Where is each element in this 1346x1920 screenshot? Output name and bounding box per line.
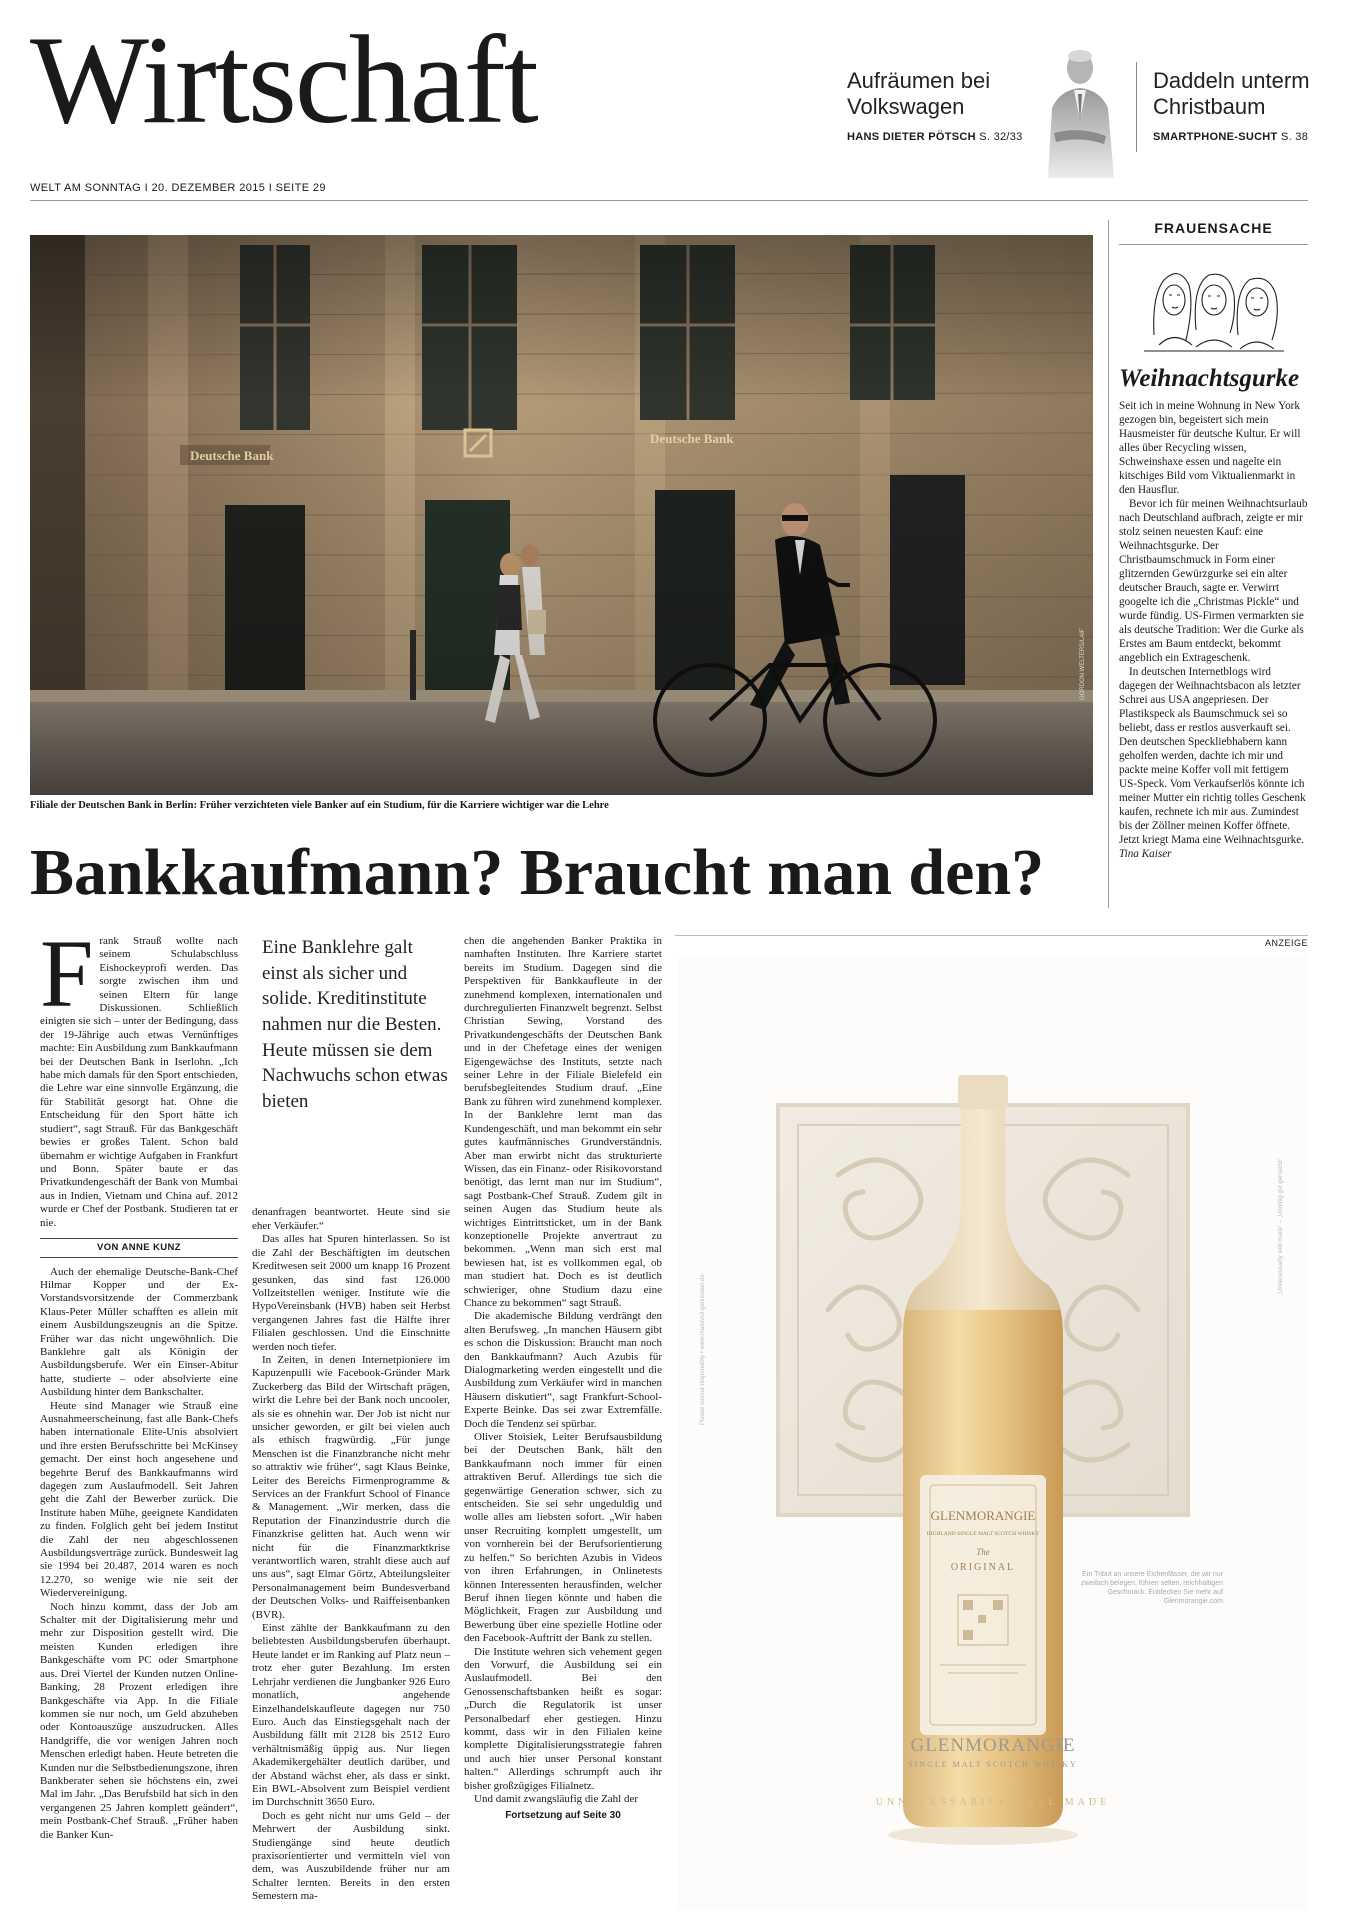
masthead-rule (30, 200, 1308, 201)
photo-credit: GORDON WELTERS/LAIF (1080, 628, 1086, 700)
article-paragraph: chen die angehenden Banker Praktika in namhaften Instituten. Ihre Karriere startet bereits im Studium. Dagegen sind die Perspektiven für Bankkaufleute in der zunehmend komplexen, internationalen und durchregulierten Finanzwelt begrenzt. Selbst Christian Sewing, Vorstand des Privatkundengeschäfts der Deutschen Bank und in der Chefetage eines der wenigen Eigengewächse des Instituts, setzte nach seiner Lehre in der Filiale Bielefeld ein berufsbegleitendes Studium drauf. „Eine Bank zu führen wird zunehmend komplexer. In der Banklehre lernt man das Kundengeschäft, und man bekommt ein sehr gutes kaufmännisches Grundverständnis. Aber man erwirbt nicht das strukturierte Wissen, das ein Finanz- oder Risikovorstand benötigt, das lernt man nur im Studium“, sagt Postbank-Chef Strauß. Zudem gilt in seinen Augen das Studium heute als wichtiges Eintrittsticket, um in der Bank konzeptionelle Projekte anvertraut zu bekommen. „Wenn man sich erst mal bewiesen hat, ist es vollkommen egal, ob man studiert hat. Doch es ist deutlich schwieriger, ohne Studium dazu eine Chance zu bekommen“ sagt Strauß. (464, 935, 662, 1309)
svg-text:The: The (976, 1547, 990, 1557)
article-column-2 (252, 935, 450, 1904)
article-paragraph: Und damit zwangsläufig die Zahl der (474, 1793, 639, 1805)
intro-paragraph (40, 920, 238, 1230)
sidebar-paragraph (1119, 665, 1308, 861)
bank-facade-illustration (30, 235, 1093, 795)
svg-text:HIGHLAND SINGLE MALT SCOTCH WH: HIGHLAND SINGLE MALT SCOTCH WHISKY (926, 1531, 1040, 1537)
article-paragraph: Doch es geht nicht nur ums Geld – der Mehrwert der Ausbildung sinkt. Studiengänge sind heute deutlich praxisorientierter und vermitteln viel von dem, was Auszubildende früher nur am Schalter lernten. Bereits in den ersten Semestern ma- (252, 1809, 450, 1903)
teaser-headline: Daddeln unterm Christbaum (1153, 68, 1310, 120)
article-body (40, 920, 665, 1910)
article-paragraph: Auch der ehemalige Deutsche-Bank-Chef Hilmar Kopper und der Ex-Vorstandsvorsitzende der Commerzbank Klaus-Peter Müller schafften es allein mit einem Ausbildungszeugnis an die Spitze. Früher war das nicht ungewöhnlich. Die Banklehre galt als Königin der Ausbildungsberufe. Wer ein Einser-Abitur hatte, studierte – oder absolvierte eine Ausbildung hinter dem Bankschalter. (40, 1265, 238, 1399)
byline: VON ANNE KUNZ (40, 1238, 238, 1258)
section-title: Wirtschaft (30, 11, 537, 150)
article-paragraph: Oliver Stoisiek, Leiter Berufsausbildung bei der Deutschen Bank, hält den Bankkaufmann noch immer für einen attraktiven Beruf. Allerdings tue sich die gegenwärtige Generation schwer, sich zu entscheiden. Sie sei sehr ungeduldig und wolle alles am liebsten sofort. „Wir haben unser Recruiting komplett umgestellt, um von vornherein bei der Berufsorientierung zu helfen.“ So berichten Azubis in Videos von ihren Erfahrungen, in Onlinetests können Interessenten herausfinden, welcher Beruf ihnen liegen könnte und haben die Möglichkeit, Fragen zur Ausbildung und Bewerbung über eine spezielle Hotline oder den Facebook-Auftritt der Bank zu stellen. (464, 1431, 662, 1645)
article-paragraph: Die akademische Bildung verdrängt den alten Berufsweg. „In manchen Häusern gibt es schon die Diskussion: Braucht man noch den Bankkaufmann? Auch Azubis für Dialogmarketing werden eingestellt und die Ausbildung zum Verkäufer wird in manchen Häusern diskutiert“, sagt Frankfurt-School-Experte Beinke. Das sei zwar Extremfälle. Doch die Tendenz sei spürbar. (464, 1310, 662, 1430)
sidebar-paragraph: Seit ich in meine Wohnung in New York gezogen bin, begeistert sich mein Hausmeister für deutsche Kultur. Er will alles über Recycling wissen, Schweinshaxe essen und nagelte ein kitschiges Bild vom Viktualienmarkt in den Hausflur. (1119, 400, 1301, 496)
article-paragraph: Einst zählte der Bankkaufmann zu den beliebtesten Ausbildungsberufen überhaupt. Heute landet er im Ranking auf Platz neun – trotz eher guter Bezahlung. Im ersten Lehrjahr verdienen die Jungbanker 926 Euro monatlich, angehende Einzelhandelskaufleute dagegen nur 750 Euro. Auch das Einstiegsgehalt nach der Ausbildung fällt mit 2128 bis 2512 Euro verhältnismäßig üppig aus. Nur liegen Akademikergehälter deutlich darüber, und der Abstand wächst eher, als dass er sinkt. Ein BWL-Absolvent zum Beispiel verdient im Durchschnitt 3650 Euro. (252, 1622, 450, 1809)
ad-tagline: UNNECESSARILY WELL MADE (875, 1797, 1111, 1808)
article-headline: Bankkaufmann? Braucht man den? (30, 836, 1045, 909)
article-paragraph: denanfragen beantwortet. Heute sind sie eher Verkäufer.“ (252, 1206, 450, 1232)
teaser-smartphone[interactable] (1153, 68, 1333, 143)
svg-text:ORIGINAL: ORIGINAL (950, 1562, 1016, 1573)
sidebar-title: Weihnachtsgurke (1119, 365, 1300, 392)
ad-rule (675, 935, 1308, 936)
sidebar-paragraph-text: In deutschen Internetblogs wird dagegen der Weihnachtsbacon als letzter Schrei aus USA angepriesen. Der Plastikspeck als Baumschmuck sei so beliebt, dass er restlos ausverkauft sei. Den deutschen Speckliebhabern kann geholfen werden, dachte ich mir und packte meine Koffer voll mit fettigem US-Speck. Vom Verkaufserlös könnte ich meiner Mutter ein richtig tolles Geschenk kaufen, rechnete ich mir aus. Zumindest bis der Zöllner meinen Koffer öffnete. Jetzt kriegt Mama eine Weihnachtsgurke. (1119, 666, 1306, 846)
dateline: WELT AM SONNTAG I 20. DEZEMBER 2015 I SEITE 29 (30, 182, 326, 194)
teaser-ref (847, 131, 1027, 143)
column-spacer (252, 1132, 450, 1206)
ad-vertical-left: Please savour responsibly • www.massvoll-geniessen.de (700, 1274, 706, 1425)
teaser-page: S. 32/33 (979, 130, 1023, 143)
teaser-page: S. 38 (1280, 130, 1309, 143)
ad-brand-subtitle: SINGLE MALT SCOTCH WHISKY (908, 1760, 1078, 1769)
whisky-advertisement[interactable] (678, 955, 1308, 1910)
teaser-headline: Aufräumen bei Volkswagen (847, 68, 991, 120)
article-paragraph: Heute sind Manager wie Strauß eine Ausnahmeerscheinung, fast alle Bank-Chefs haben internationale Elite-Unis absolviert und ihre ersten Berufsschritte bei McKinsey gemacht. Der einst hoch angesehene und begehrte Beruf des Bankkaufmanns wird dagegen zum Auslaufmodell. Seit Jahren geht die Zahl der Bewerber zurück. Die Institute haben Mühe, geeignete Kandidaten zu finden. Folglich geht bei jedem Institut die Zahl der neu abgeschlossenen Ausbildungsverträge zurück. Bundesweit lag sie 1994 bei 20.487, 2014 waren es noch 12.270, so wenige wie nie seit der Wiedervereinigung. (40, 1399, 238, 1600)
article-paragraph: Die Institute wehren sich vehement gegen den Vorwurf, die Ausbildung sei ein Auslaufmodell. Bei den Genossenschaftsbanken heißt es sogar: „Durch die Regulatorik ist unser Personalbedarf eher gestiegen. Hinzu kommt, dass wir in den Filialen keine komplette Digitalisierungsstrategie fahren und auch hier unser Personal konstant halten.“ Allerdings schrumpft auch ihr bisher großzügiges Filialnetz. (464, 1645, 662, 1792)
ad-label: ANZEIGE (1265, 938, 1309, 948)
article-column-3 (464, 935, 662, 1823)
article-column-1 (40, 920, 238, 1842)
sidebar-kicker: FRAUENSACHE (1119, 220, 1308, 245)
article-paragraph: Noch hinzu kommt, dass der Job am Schalter mit der Digitalisierung mehr und mehr zur Disposition gestellt wird. Die meisten Kunden erledigen ihre Bankgeschäfte vom PC oder Smartphone aus. Drei Viertel der Kunden nutzen Online-Banking, 28 Prozent erledigen ihre Bankgeschäfte via App. In die Filiale kommen sie nur noch, um Geld abzuheben oder Kontoauszüge auszudrucken. Alles Handgriffe, die vor wenigen Jahren noch Menschen erledigt haben. Heute betreten die Kunden nur die Selbstbedienungszone, ihren Bankberater sehen sie höchstens ein, zwei Mal im Jahr. „Das Berufsbild hat sich in den vergangenen 25 Jahren komplett geändert“, mein Postbank-Chef Strauß. „Früher haben die Banker Kun- (40, 1600, 238, 1841)
sidebar-column (1108, 220, 1308, 908)
sidebar-author: Tina Kaiser (1119, 848, 1172, 860)
ad-smallprint: Ein Tribut an unsere Eichenfässer, die wir nur zweifach belegen, führen selten, reichhaltigen Geschmack. Entdecken Sie mehr auf Glenmorangie.com (1080, 1571, 1223, 1606)
teaser-kicker: HANS DIETER PÖTSCH (847, 130, 976, 143)
article-paragraph: Das alles hat Spuren hinterlassen. So ist die Zahl der Beschäftigten im deutschen Kreditwesen seit 2000 um knapp 16 Prozent gesunken, das sind fast 126.000 Vollzeitstellen weniger. Institute wie die HypoVereinsbank (HVB) haben seit Herbst vergangenen Jahres fast die Hälfte ihrer Filialen geschlossen. Und die Einschnitte werden noch tiefer. (252, 1233, 450, 1353)
sidebar-paragraph: Bevor ich für meinen Weihnachtsurlaub nach Deutschland aufbrach, zeigte er mir stolz seinen neuesten Kauf: eine Weihnachtsgurke. Der Christbaumschmuck in Form einer glitzernden Gewürzgurke sei ein alter deutscher Brauch, sagte er. Verwirrt googelte ich die „Christmas Pickle“ und wurde fündig. US-Firmen vermarkten sie als deutsche Tradition: Wer die Gurke als Erstes am Baum entdeckt, bekommt angeblich ein Extrageschenk. (1119, 498, 1308, 664)
continued-link[interactable]: Fortsetzung auf Seite 30 (505, 1810, 621, 1822)
teaser-volkswagen[interactable] (847, 68, 1027, 143)
lede: Eine Banklehre galt einst als sicher und solide. Kreditinstitute nahmen nur die Besten. Heute müssen sie dem Nachwuchs schon etwas bieten (262, 937, 448, 1112)
intro-text: rank Strauß wollte nach seinem Schulabschluss Eishockeyprofi werden. Das sorgte zwischen ihm und seinen Eltern für lange Diskussionen. Schließlich einigten sie sich – unter der Bedingung, dass der 19-Jährige auch etwas Vernünftiges machte: Ein Ausbildung zum Bankkaufmann bei der Deutschen Bank in Iserlohn. „Ich habe mich damals für den Sport entschieden, die Lehre war eine sinnvolle Ergänzung, die für Stabilität gesorgt hat. Ohne die Entscheidung für den Sport hätte ich studiert“, sagt Strauß. Für das Bankgeschäft bewies er großes Talent. Schon bald übernahm er wichtige Aufgaben in Frankfurt und Bonn. Später baute er das Privatkundengeschäft der Bank von Mumbai aus in Indien, Vietnam und China auf. 2012 wurde er Chef der Postbank. Studieren tat er nie. (40, 935, 238, 1229)
article-paragraph: In Zeiten, in denen Internetpioniere im Kapuzenpulli wie Facebook-Gründer Mark Zuckerberg das Bild der Wirtschaft prägen, wirkt die Lehre bei der Bank noch uncooler, als sie es ohnehin war. Der Job ist nicht nur unsicher geworden, er gilt bei vielen auch als ethisch fragwürdig. „Für junge Menschen ist die Finanzbranche nicht mehr so attraktiv wie früher“, sagt Klaus Beinke, Leiter des Bereichs Firmenprogramme & Services an der Frankfurt School of Finance & Management. „Wir merken, dass die Reputation der Finanzindustrie durch die Finanzkrise gelitten hat. Auch wenn wir nicht für die Finanzmarktkrise verantwortlich waren, strahlt diese auch auf uns aus“, sagt Elmar Görtz, Abteilungsleiter Personalmanagement beim Bundesverband der Deutschen Volks- und Raiffeisenbanken (BVR). (252, 1353, 450, 1621)
teaser-divider (1136, 62, 1137, 152)
portrait-image (1030, 38, 1130, 178)
columnist-illustration (1134, 255, 1294, 355)
ad-vertical-right: „Unnecessarily well made“ – „Unnötig gut gemacht“ (1278, 1158, 1284, 1295)
svg-text:GLENMORANGIE: GLENMORANGIE (930, 1508, 1036, 1523)
sidebar-body (1119, 399, 1308, 861)
teaser-ref (1153, 131, 1333, 143)
dropcap: F (40, 920, 94, 1027)
teaser-kicker: SMARTPHONE-SUCHT (1153, 130, 1278, 143)
photo-caption: Filiale der Deutschen Bank in Berlin: Früher verzichteten viele Banker auf ein Studium, für die Karriere wichtiger war die Lehre (30, 800, 609, 811)
bank-photo (30, 235, 1093, 795)
ad-brand: GLENMORANGIE (910, 1735, 1076, 1756)
